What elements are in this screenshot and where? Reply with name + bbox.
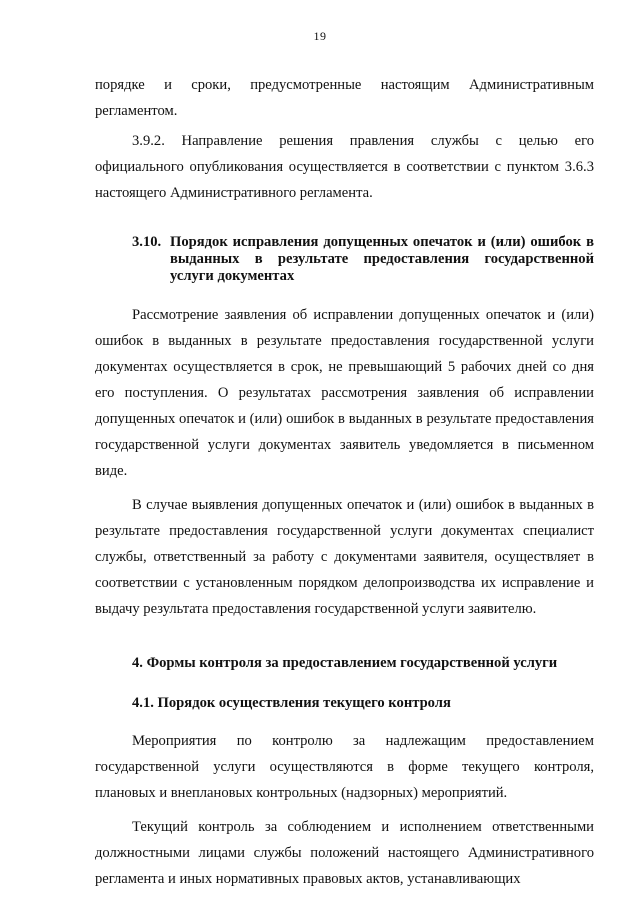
- section-number-3-10: 3.10.: [132, 234, 162, 250]
- paragraph-intro: порядке и сроки, предусмотренные настоящим Административным регламентом.: [95, 77, 594, 119]
- paragraph-4-1-1: Мероприятия по контролю за надлежащим предоставлением государственной услуги осуществляются в форме текущего контроля, плановых и внеплановых контрольных (надзорных) мероприятий.: [95, 733, 594, 801]
- paragraph-4-1-2: Текущий контроль за соблюдением и исполнением ответственными должностными лицами службы положений настоящего Административного регламента и иных нормативных правовых актов, устанавливающих: [95, 819, 594, 887]
- section-title-3-10: Порядок исправления допущенных опечаток и (или) ошибок в выданных в результате предоставления государственной услуги документах: [170, 234, 594, 284]
- paragraph-3-10-1: Рассмотрение заявления об исправлении допущенных опечаток и (или) ошибок в выданных в результате предоставления государственной услуги документах осуществляется в срок, не превышающий 5 рабочих дней со дня его поступления. О результатах рассмотрения заявления об исправлении допущенных опечаток и (или) ошибок в выданных в результате предоставления государственной услуги документах заявитель уведомляется в письменном виде.: [95, 307, 594, 479]
- paragraph-3-10-2: В случае выявления допущенных опечаток и (или) ошибок в выданных в результате предоставления государственной услуги документах специалист службы, ответственный за работу с документами заявителя, осуществляет в соответствии с установленным порядком делопроизводства их исправление и выдачу результата предоставления государственной услуги заявителю.: [95, 497, 594, 617]
- page-number: 19: [313, 29, 327, 43]
- section-heading-4-1: 4.1. Порядок осуществления текущего контроля: [132, 695, 451, 711]
- document-body: [95, 72, 594, 892]
- paragraph-3-9-2: 3.9.2. Направление решения правления службы с целью его официального опубликования осуществляется в соответствии с пунктом 3.6.3 настоящего Административного регламента.: [95, 133, 594, 201]
- section-heading-4: 4. Формы контроля за предоставлением государственной услуги: [132, 655, 558, 671]
- section-heading-3-10: [95, 234, 594, 285]
